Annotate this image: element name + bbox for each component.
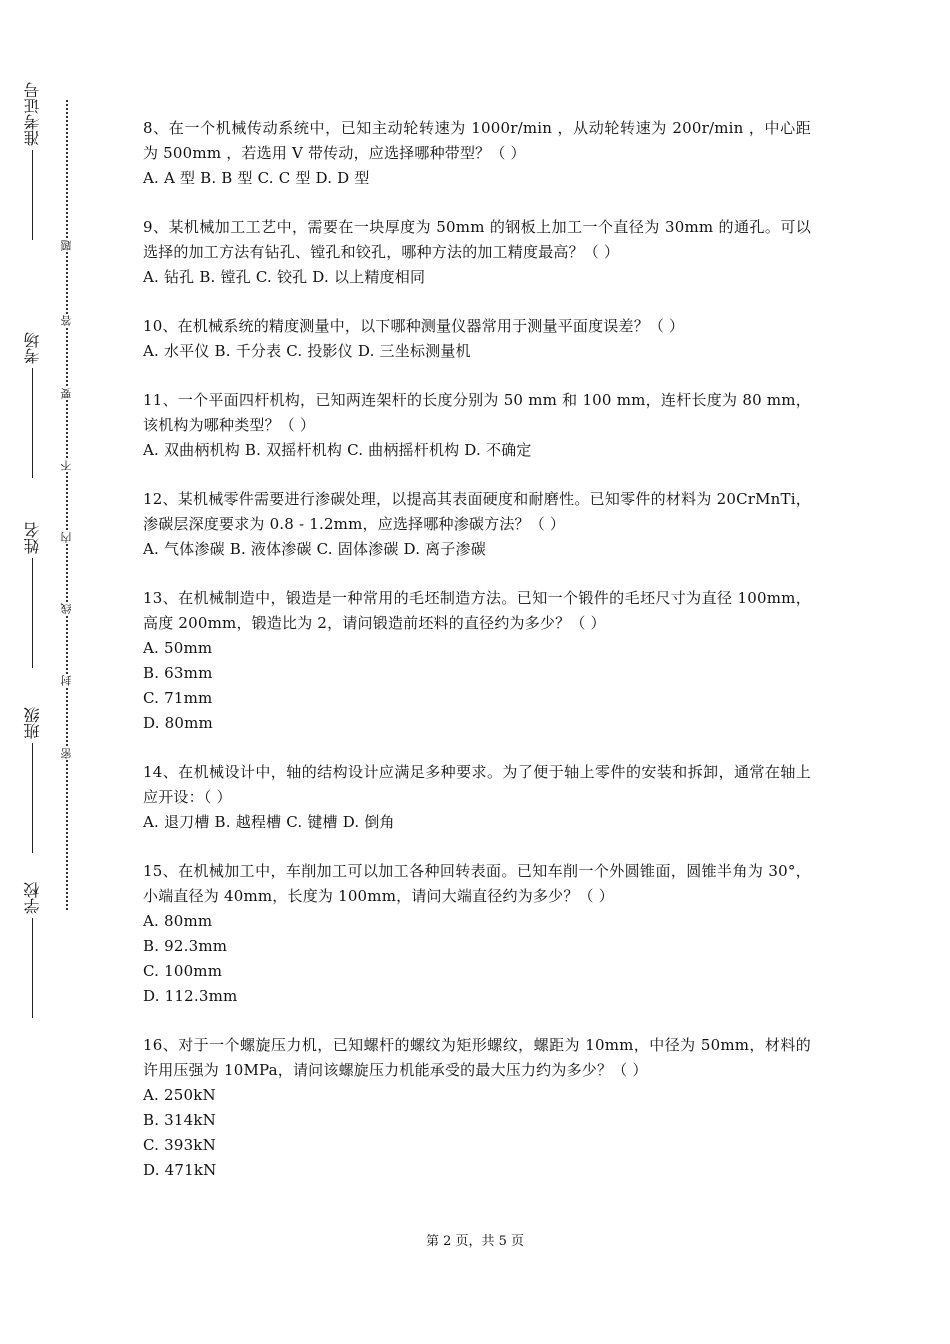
seal-word: 封 — [60, 675, 73, 686]
question-9 — [143, 215, 811, 290]
question-10 — [143, 314, 811, 364]
option-d: D. 80mm — [143, 714, 213, 732]
seal-word: 题 — [60, 240, 73, 251]
exam-room-label: 考场 — [23, 332, 42, 364]
option-c: C. 393kN — [143, 1136, 216, 1154]
question-14 — [143, 760, 811, 835]
option-a: A. 250kN — [143, 1086, 216, 1104]
student-name-field — [18, 522, 48, 672]
class-field — [18, 707, 48, 857]
question-text: 9、某机械加工工艺中，需要在一块厚度为 50mm 的钢板上加工一个直径为 30mm 的通孔。可以选择的加工方法有钻孔、镗孔和铰孔，哪种方法的加工精度最高？（ ） — [143, 218, 811, 261]
option-c: C. 71mm — [143, 689, 213, 707]
option-b: B. 63mm — [143, 664, 213, 682]
binding-margin — [18, 82, 48, 932]
school-field — [18, 882, 48, 1022]
question-text: 12、某机械零件需要进行渗碳处理，以提高其表面硬度和耐磨性。已知零件的材料为 20CrMnTi，渗碳层深度要求为 0.8 - 1.2mm，应选择哪种渗碳方法？（ ） — [143, 490, 811, 533]
exam-room-field — [18, 332, 48, 482]
option-b: B. 92.3mm — [143, 937, 228, 955]
question-12 — [143, 487, 811, 562]
class-label: 班级 — [23, 707, 42, 739]
exam-number-field — [18, 82, 48, 244]
seal-word: 内 — [60, 532, 73, 543]
question-16 — [143, 1033, 811, 1183]
question-8 — [143, 116, 811, 191]
seal-word: 答 — [60, 315, 73, 326]
question-text: 14、在机械设计中，轴的结构设计应满足多种要求。为了便于轴上零件的安装和拆卸，通常在轴上应开设：（ ） — [143, 763, 811, 806]
seal-line — [60, 100, 74, 910]
question-11 — [143, 388, 811, 463]
school-label: 学校 — [23, 882, 42, 914]
question-text: 15、在机械加工中，车削加工可以加工各种回转表面。已知车削一个外圆锥面，圆锥半角为 30°，小端直径为 40mm，长度为 100mm，请问大端直径约为多少？（ ） — [143, 862, 811, 905]
options-line: A. 钻孔 B. 镗孔 C. 铰孔 D. 以上精度相同 — [143, 268, 426, 286]
options-line: A. 双曲柄机构 B. 双摇杆机构 C. 曲柄摇杆机构 D. 不确定 — [143, 441, 532, 459]
options-line: A. 退刀槽 B. 越程槽 C. 键槽 D. 倒角 — [143, 813, 395, 831]
options-line: A. A 型 B. B 型 C. C 型 D. D 型 — [143, 169, 370, 187]
exam-number-label: 准考证号 — [23, 82, 42, 146]
option-c: C. 100mm — [143, 962, 223, 980]
question-text: 13、在机械制造中，锻造是一种常用的毛坯制造方法。已知一个锻件的毛坯尺寸为直径 100mm，高度 200mm，锻造比为 2，请问锻造前坯料的直径约为多少？（ ） — [143, 589, 811, 632]
page-footer: 第 2 页，共 5 页 — [425, 1234, 525, 1249]
seal-word: 密 — [60, 748, 73, 759]
seal-word: 线 — [60, 603, 73, 614]
option-d: D. 112.3mm — [143, 987, 238, 1005]
question-text: 8、在一个机械传动系统中，已知主动轮转速为 1000r/min ，从动轮转速为 200r/min ，中心距为 500mm ，若选用 V 带传动，应选择哪种带型？（ ） — [143, 119, 811, 162]
option-a: A. 80mm — [143, 912, 213, 930]
question-list — [143, 116, 811, 1207]
question-13 — [143, 586, 811, 736]
seal-word: 不 — [60, 460, 73, 471]
options-line: A. 水平仪 B. 千分表 C. 投影仪 D. 三坐标测量机 — [143, 342, 471, 360]
dotted-line — [66, 100, 68, 910]
option-a: A. 50mm — [143, 639, 213, 657]
question-text: 10、在机械系统的精度测量中，以下哪种测量仪器常用于测量平面度误差？（ ） — [143, 317, 685, 335]
option-b: B. 314kN — [143, 1111, 217, 1129]
option-d: D. 471kN — [143, 1161, 217, 1179]
seal-word: 要 — [60, 388, 73, 399]
question-text: 16、对于一个螺旋压力机，已知螺杆的螺纹为矩形螺纹，螺距为 10mm，中径为 50mm，材料的许用压强为 10MPa，请问该螺旋压力机能承受的最大压力约为多少？（ ） — [143, 1036, 811, 1079]
question-15 — [143, 859, 811, 1009]
options-line: A. 气体渗碳 B. 液体渗碳 C. 固体渗碳 D. 离子渗碳 — [143, 540, 486, 558]
student-name-label: 姓名 — [23, 522, 42, 554]
question-text: 11、一个平面四杆机构，已知两连架杆的长度分别为 50 mm 和 100 mm，连杆长度为 80 mm，该机构为哪种类型？（ ） — [143, 391, 811, 434]
